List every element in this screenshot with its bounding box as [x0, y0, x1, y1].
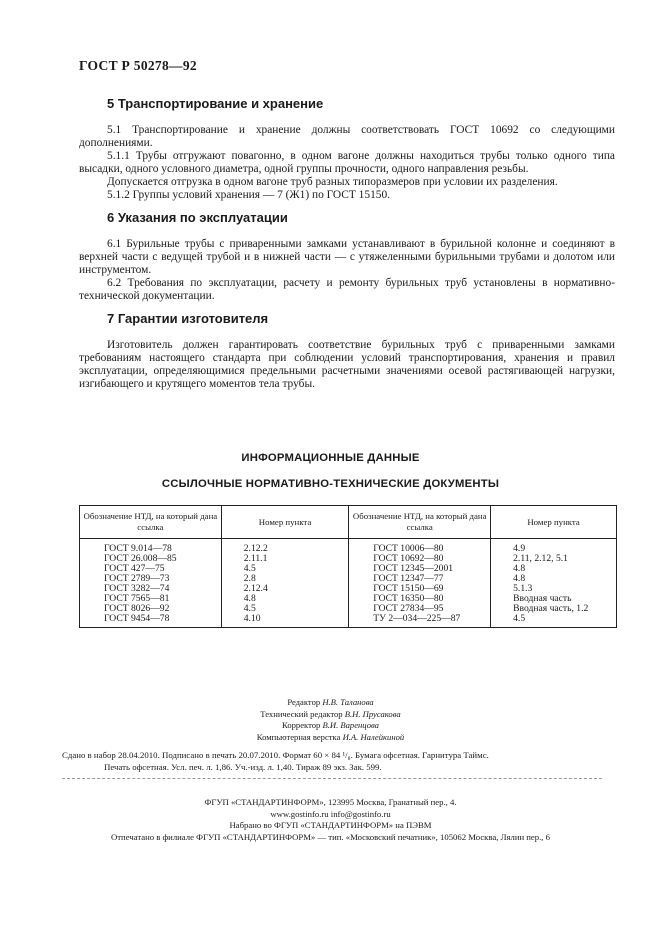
ref-clause: Вводная часть, 1.2 — [491, 604, 617, 614]
ref-clause: 4.8 — [221, 594, 349, 604]
column-header-clause: Номер пункта — [221, 506, 349, 539]
publication-line-1: Сдано в набор 28.04.2010. Подписано в печать 20.07.2010. Формат 60 × 84 ¹/₈. Бумага офсетная. Гарнитура Таймс. — [62, 750, 489, 760]
ref-document: ГОСТ 3282—74 — [80, 584, 222, 594]
ref-document: ГОСТ 10006—80 — [349, 539, 491, 555]
references-table — [79, 505, 617, 628]
ref-clause: 5.1.3 — [491, 584, 617, 594]
ref-document: ГОСТ 7565—81 — [80, 594, 222, 604]
ref-document: ГОСТ 8026—92 — [80, 604, 222, 614]
ref-clause: 2.12.4 — [221, 584, 349, 594]
section-7-title: 7 Гарантии изготовителя — [107, 311, 269, 326]
paragraph-5-1-1-note: Допускается отгрузка в одном вагоне труб разных типоразмеров при условии их разделения. — [107, 176, 558, 188]
section-6-title: 6 Указания по эксплуатации — [107, 210, 288, 225]
separator-line — [62, 778, 602, 779]
ref-document: ГОСТ 16350—80 — [349, 594, 491, 604]
section-6-body — [79, 238, 615, 303]
section-5-body — [79, 124, 615, 202]
table-header-row — [80, 506, 617, 539]
ref-clause: 4.8 — [491, 574, 617, 584]
info-title: ИНФОРМАЦИОННЫЕ ДАННЫЕ — [241, 452, 420, 464]
paragraph-5-1-1: 5.1.1 Трубы отгружают повагонно, в одном вагоне должны находиться трубы только одного типа высадки, одного условного диаметра, одной группы прочности, одного направления резьбы. — [79, 150, 615, 175]
publisher-footer — [0, 797, 661, 843]
footer-line-2: www.gostinfo.ru info@gostinfo.ru — [270, 808, 391, 819]
publication-info — [62, 750, 622, 773]
ref-clause: 4.10 — [221, 614, 349, 628]
footer-line-3: Набрано во ФГУП «СТАНДАРТИНФОРМ» на ПЭВМ — [229, 820, 432, 831]
credit-layout: Компьютерная верстка И.А. Налейкиной — [256, 731, 405, 742]
table-row — [80, 614, 617, 628]
paragraph-6-1: 6.1 Бурильные трубы с приваренными замками устанавливают в бурильной колонне и соединяют в верхней части с ведущей трубой и в нижней части — с утяжеленными бурильными трубами и долотом или инструментом. — [79, 238, 615, 276]
ref-clause: 4.5 — [221, 604, 349, 614]
ref-document: ГОСТ 15150—69 — [349, 584, 491, 594]
ref-clause: 4.8 — [491, 564, 617, 574]
ref-clause: 4.5 — [491, 614, 617, 628]
footer-line-4: Отпечатано в филиале ФГУП «СТАНДАРТИНФОРМ» — тип. «Московский печатник», 105062 Москва, Лялин пер., 6 — [110, 831, 550, 842]
ref-document: ГОСТ 27834—95 — [349, 604, 491, 614]
references-title: ССЫЛОЧНЫЕ НОРМАТИВНО-ТЕХНИЧЕСКИЕ ДОКУМЕНТЫ — [161, 478, 500, 490]
column-header-document: Обозначение НТД, на который дана ссылка — [80, 506, 222, 539]
paragraph-5-1: 5.1 Транспортирование и хранение должны соответствовать ГОСТ 10692 со следующими дополнениями. — [79, 124, 615, 149]
ref-document: ГОСТ 12345—2001 — [349, 564, 491, 574]
credit-tech-editor: Технический редактор В.Н. Прусакова — [260, 708, 401, 719]
section-5-title: 5 Транспортирование и хранение — [107, 96, 324, 111]
ref-document: ГОСТ 2789—73 — [80, 574, 222, 584]
ref-clause: 2.12.2 — [221, 539, 349, 555]
ref-clause: 4.5 — [221, 564, 349, 574]
table-row — [80, 539, 617, 555]
ref-clause: Вводная часть — [491, 594, 617, 604]
credit-editor: Редактор Н.В. Таланова — [287, 697, 374, 707]
ref-document: ГОСТ 427—75 — [80, 564, 222, 574]
footer-line-1: ФГУП «СТАНДАРТИНФОРМ», 123995 Москва, Гранатный пер., 4. — [204, 797, 457, 807]
column-header-document: Обозначение НТД, на который дана ссылка — [349, 506, 491, 539]
credits-block — [0, 697, 661, 743]
credit-corrector: Корректор В.И. Варенцова — [282, 720, 379, 731]
section-7-body — [79, 339, 615, 391]
ref-clause: 2.11, 2.12, 5.1 — [491, 554, 617, 564]
ref-document: ГОСТ 10692—80 — [349, 554, 491, 564]
ref-document: ГОСТ 12347—77 — [349, 574, 491, 584]
paragraph-5-1-2: 5.1.2 Группы условий хранения — 7 (Ж1) по ГОСТ 15150. — [107, 189, 391, 201]
ref-clause: 2.11.1 — [221, 554, 349, 564]
ref-document: ГОСТ 26.008—85 — [80, 554, 222, 564]
paragraph-7-1: Изготовитель должен гарантировать соответствие бурильных труб с приваренными замками требованиям настоящего стандарта при соблюдении условий транспортирования, хранения и правил эксплуатации, определяющимися предельными расчетными значениями осевой растягивающей нагрузки, изгибающего и крутящего моментов тела трубы. — [79, 339, 615, 390]
ref-document: ГОСТ 9.014—78 — [80, 539, 222, 555]
ref-clause: 4.9 — [491, 539, 617, 555]
column-header-clause: Номер пункта — [491, 506, 617, 539]
paragraph-6-2: 6.2 Требования по эксплуатации, расчету и ремонту бурильных труб установлены в нормативно-технической документации. — [79, 277, 615, 302]
document-header: ГОСТ Р 50278—92 — [79, 58, 197, 73]
ref-document: ТУ 2—034—225—87 — [349, 614, 491, 628]
ref-document: ГОСТ 9454—78 — [80, 614, 222, 628]
ref-clause: 2.8 — [221, 574, 349, 584]
publication-line-2: Печать офсетная. Усл. печ. л. 1,86. Уч.-изд. л. 1,40. Тираж 89 экз. Зак. 599. — [104, 761, 382, 772]
